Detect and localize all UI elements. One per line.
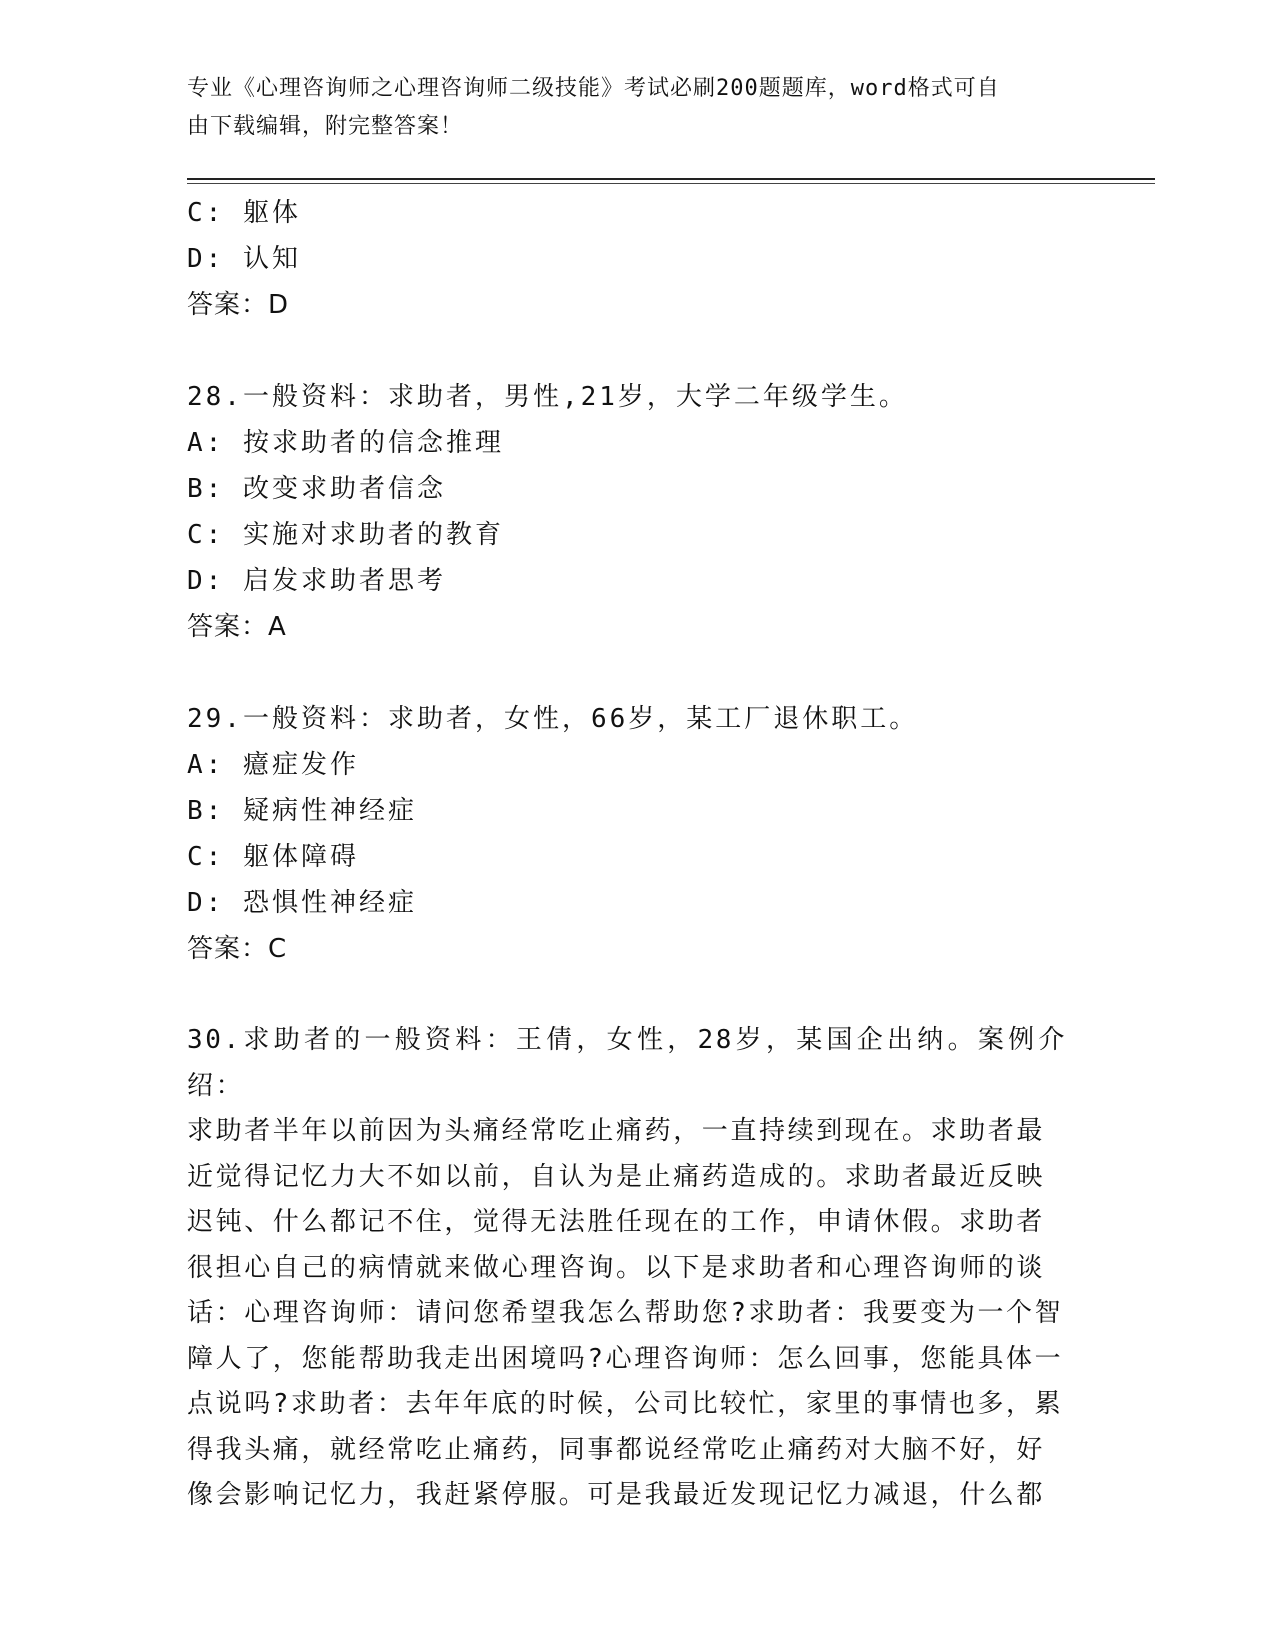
header-divider-thin bbox=[187, 183, 1155, 184]
q29-answer: 答案：C bbox=[187, 934, 288, 964]
question-30 bbox=[187, 1018, 1067, 1519]
header-divider-thick bbox=[187, 178, 1155, 180]
q27-answer: 答案：D bbox=[187, 290, 290, 320]
header-title-line-1: 专业《心理咨询师之心理咨询师二级技能》考试必刷200题题库，word格式可自 bbox=[187, 76, 1000, 101]
q30-line: 很担心自己的病情就来做心理咨询。以下是求助者和心理咨询师的谈 bbox=[187, 1252, 1046, 1283]
q28-option-a: A: 按求助者的信念推理 bbox=[187, 428, 504, 458]
q30-line: 话：心理咨询师：请问您希望我怎么帮助您?求助者：我要变为一个智 bbox=[187, 1298, 1064, 1328]
q30-line: 迟钝、什么都记不住，觉得无法胜任现在的工作，申请休假。求助者 bbox=[187, 1207, 1046, 1237]
q28-option-b: B: 改变求助者信念 bbox=[187, 474, 446, 504]
q29-option-c: C: 躯体障碍 bbox=[187, 842, 359, 872]
header-title-line-2: 由下载编辑，附完整答案！ bbox=[187, 114, 464, 139]
q28-answer: 答案：A bbox=[187, 612, 287, 642]
q29-option-a: A: 癔症发作 bbox=[187, 750, 359, 780]
q27-option-d: D: 认知 bbox=[187, 244, 301, 274]
q27-option-c: C: 躯体 bbox=[187, 198, 301, 228]
q30-line: 像会影响记忆力，我赶紧停服。可是我最近发现记忆力减退，什么都 bbox=[187, 1480, 1046, 1510]
spacer bbox=[187, 328, 1087, 374]
spacer bbox=[187, 972, 1087, 1018]
q29-stem: 29.一般资料：求助者，女性，66岁，某工厂退休职工。 bbox=[187, 704, 919, 734]
q30-line: 30.求助者的一般资料：王倩，女性，28岁，某国企出纳。案例介绍： bbox=[187, 1025, 1067, 1101]
q30-line: 近觉得记忆力大不如以前，自认为是止痛药造成的。求助者最近反映 bbox=[187, 1161, 1046, 1192]
spacer bbox=[187, 650, 1087, 696]
q28-option-c: C: 实施对求助者的教育 bbox=[187, 520, 504, 550]
q28-option-d: D: 启发求助者思考 bbox=[187, 566, 446, 596]
q30-line: 得我头痛，就经常吃止痛药，同事都说经常吃止痛药对大脑不好，好 bbox=[187, 1434, 1046, 1465]
question-29 bbox=[187, 696, 1087, 972]
document-body bbox=[187, 190, 1087, 1519]
q30-line: 点说吗?求助者：去年年底的时候，公司比较忙，家里的事情也多，累 bbox=[187, 1389, 1064, 1419]
q28-stem: 28.一般资料：求助者，男性,21岁，大学二年级学生。 bbox=[187, 382, 908, 412]
q30-line: 求助者半年以前因为头痛经常吃止痛药，一直持续到现在。求助者最 bbox=[187, 1116, 1046, 1146]
q29-option-b: B: 疑病性神经症 bbox=[187, 796, 417, 826]
question-28 bbox=[187, 374, 1087, 650]
q30-line: 障人了，您能帮助我走出困境吗?心理咨询师：怎么回事，您能具体一 bbox=[187, 1343, 1064, 1374]
q29-option-d: D: 恐惧性神经症 bbox=[187, 888, 417, 918]
question-27-tail bbox=[187, 190, 1087, 328]
document-header bbox=[187, 70, 1087, 146]
